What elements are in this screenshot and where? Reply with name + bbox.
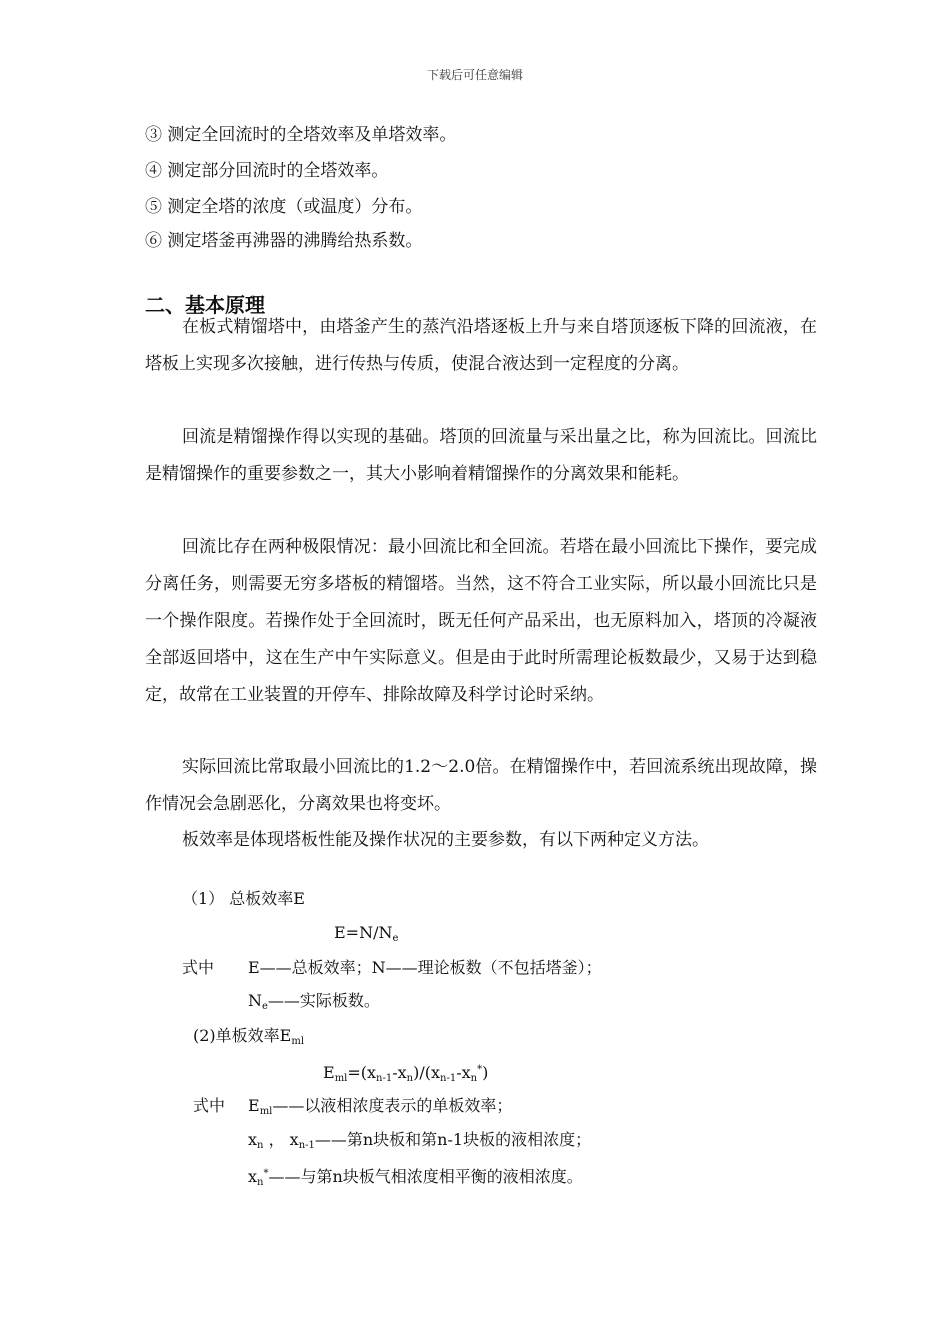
paragraph-plate-efficiency: 板效率是体现塔板性能及操作状况的主要参数，有以下两种定义方法。 — [182, 830, 709, 850]
objective-item-5: ⑤ 测定全塔的浓度（或温度）分布。 — [145, 197, 423, 217]
single-where-label: 式中 — [193, 1096, 226, 1115]
single-efficiency-formula: $E_{ml}=(x_{n-1}-x_n)/(x_{n-1}-x_n^*)$ — [323, 1063, 489, 1084]
page-header: 下载后可任意编辑 — [426, 68, 523, 82]
total-efficiency-formula: $E=N/N_e$ — [334, 923, 399, 944]
single-definition-line-1: $E_{ml}——$以液相浓度表示的单板效率； — [248, 1096, 513, 1117]
objective-item-6: ⑥ 测定塔釜再沸器的沸腾给热系数。 — [145, 231, 423, 251]
single-definition-line-3: $x_n^*——$与第n块板气相浓度相平衡的液相浓度。 — [248, 1167, 583, 1188]
single-definition-line-2: $x_n$ ， $x_{n-1}——$第n块板和第n-1块板的液相浓度； — [248, 1130, 592, 1151]
paragraph-actual-reflux: 实际回流比常取最小回流比的1.2～2.0倍。在精馏操作中，若回流系统出现故障，操作情况会急剧恶化，分离效果也将变坏。 — [145, 757, 817, 814]
section-title: 二、基本原理 — [145, 293, 265, 317]
paragraph-limit-cases: 回流比存在两种极限情况：最小回流比和全回流。若塔在最小回流比下操作，要完成分离任务，则需要无穷多塔板的精馏塔。当然，这不符合工业实际，所以最小回流比只是一个操作限度。若操作处于全回流时，既无任何产品采出，也无原料加入，塔顶的冷凝液全部返回塔中，这在生产中午实际意义。但是由于此时所需理论板数最少，又易于达到稳定，故常在工业装置的开停车、排除故障及科学讨论时采纳。 — [145, 537, 817, 705]
objective-item-4: ④ 测定部分回流时的全塔效率。 — [145, 161, 389, 181]
objective-item-3: ③ 测定全回流时的全塔效率及单塔效率。 — [145, 125, 457, 145]
total-where-label: 式中 — [182, 958, 215, 977]
total-definition-line-1: E——总板效率；N——理论板数（不包括塔釜）； — [248, 958, 602, 977]
paragraph-plate-column: 在板式精馏塔中，由塔釜产生的蒸汽沿塔逐板上升与来自塔顶逐板下降的回流液，在塔板上实现多次接触，进行传热与传质，使混合液达到一定程度的分离。 — [145, 317, 817, 374]
single-efficiency-label: (2)单板效率$E_{ml}$ — [193, 1026, 305, 1047]
total-definition-line-2: $N_e——$实际板数。 — [248, 991, 380, 1012]
paragraph-reflux: 回流是精馏操作得以实现的基础。塔顶的回流量与采出量之比，称为回流比。回流比是精馏操作的重要参数之一，其大小影响着精馏操作的分离效果和能耗。 — [145, 427, 817, 484]
total-efficiency-label: （1） 总板效率E — [182, 889, 305, 908]
